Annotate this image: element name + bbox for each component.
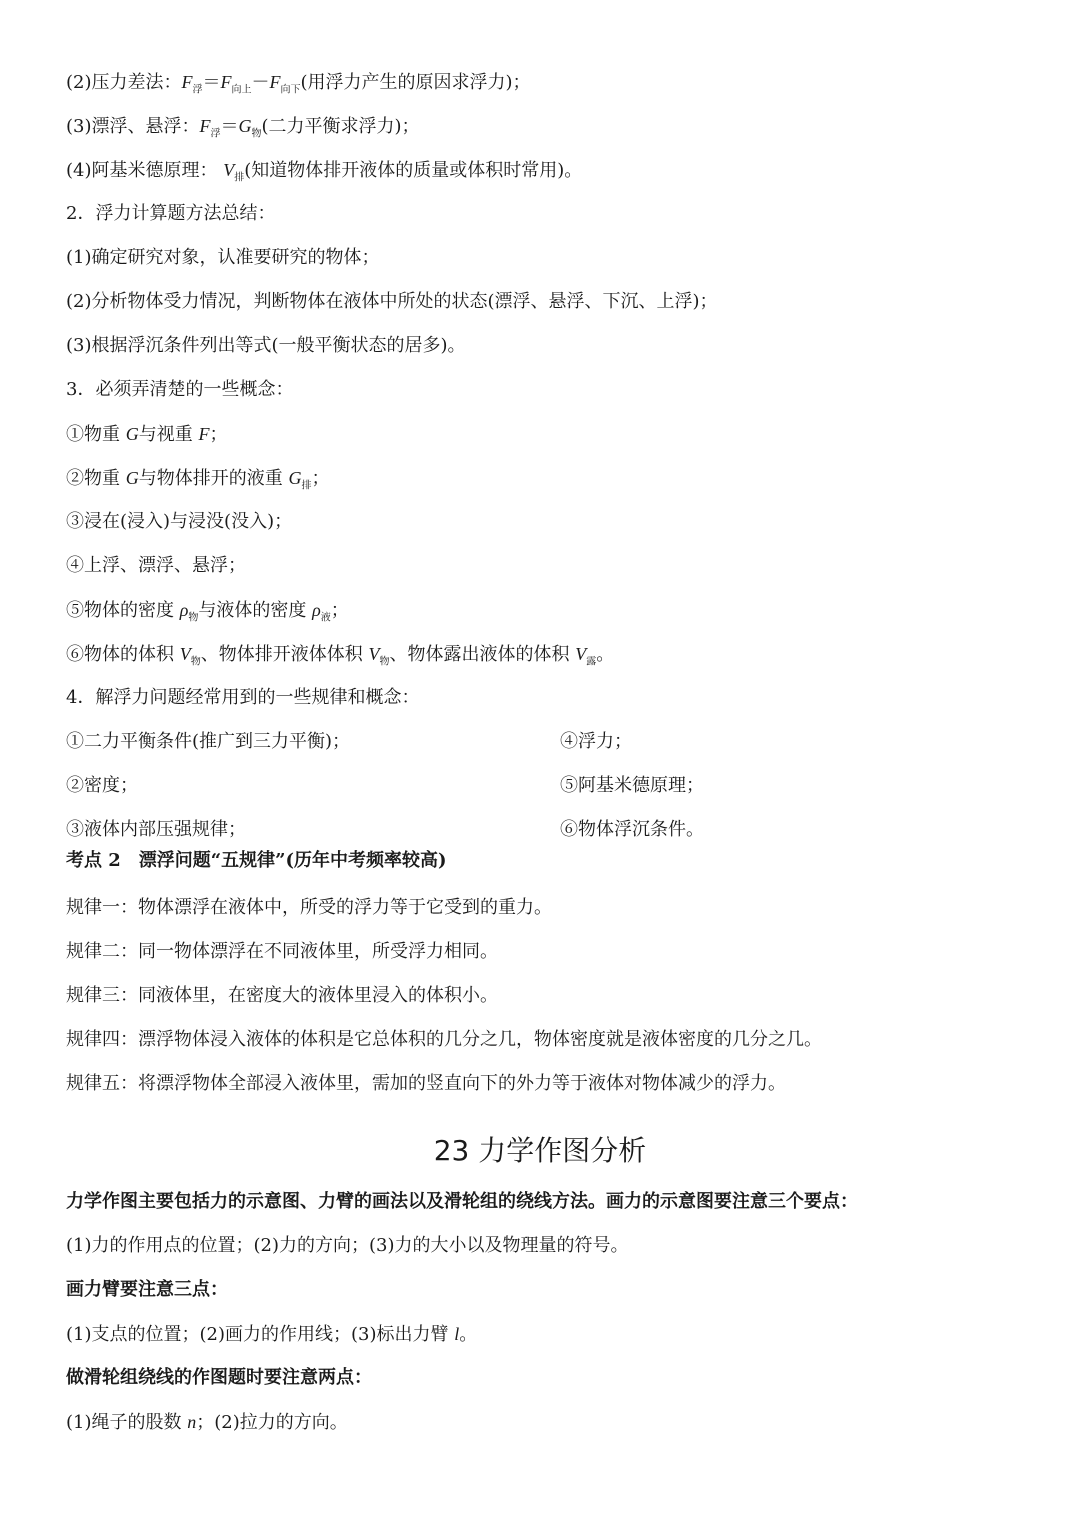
section23-intro: 力学作图主要包括力的示意图、力臂的画法以及滑轮组的绕线方法。画力的示意图要注意三个要点： <box>66 1191 858 1212</box>
list-item: (1)确定研究对象，认准要研究的物体； <box>66 247 380 268</box>
section4-heading: 4．解浮力问题经常用到的一些规律和概念： <box>66 687 420 708</box>
force-diagram-points: (1)力的作用点的位置；(2)力的方向；(3)力的大小以及物理量的符号。 <box>66 1235 629 1256</box>
concept-6: ⑥物体的体积 $V_物$、物体排开液体体积 $V_物$、物体露出液体的体积 $V_露$。 <box>66 644 615 668</box>
section-title: 23 力学作图分析 <box>433 1134 647 1167</box>
list-item: (3)根据浮沉条件列出等式(一般平衡状态的居多)。 <box>66 335 466 356</box>
rule-3: 规律三：同液体里，在密度大的液体里浸入的体积小。 <box>66 985 498 1006</box>
rule-4: 规律四：漂浮物体浸入液体的体积是它总体积的几分之几，物体密度就是液体密度的几分之几。 <box>66 1029 822 1050</box>
force-arm-heading: 画力臂要注意三点： <box>66 1279 228 1300</box>
list-item: (2)分析物体受力情况，判断物体在液体中所处的状态(漂浮、悬浮、下沉、上浮)； <box>66 291 718 312</box>
float-suspend-method: (3)漂浮、悬浮：$F_浮=G_物$(二力平衡求浮力)； <box>66 116 420 140</box>
list-item: ④浮力； <box>560 731 632 752</box>
list-item: ③液体内部压强规律； <box>66 819 246 840</box>
concept-1: ①物重 G与视重 F； <box>66 424 228 445</box>
rule-2: 规律二：同一物体漂浮在不同液体里，所受浮力相同。 <box>66 941 498 962</box>
pulley-heading: 做滑轮组绕线的作图题时要注意两点： <box>66 1367 372 1388</box>
section2-heading: 2．浮力计算题方法总结： <box>66 203 276 224</box>
list-item: ⑥物体浮沉条件。 <box>560 819 704 840</box>
list-item: ②密度； <box>66 775 138 796</box>
pulley-points: (1)绳子的股数 n；(2)拉力的方向。 <box>66 1412 348 1433</box>
rule-5: 规律五：将漂浮物体全部浸入液体里，需加的竖直向下的外力等于液体对物体减少的浮力。 <box>66 1073 786 1094</box>
concept-5: ⑤物体的密度 $\rho_物$与液体的密度 $\rho_液$； <box>66 600 349 624</box>
force-arm-points: (1)支点的位置；(2)画力的作用线；(3)标出力臂 l。 <box>66 1324 478 1345</box>
concept-4: ④上浮、漂浮、悬浮； <box>66 555 246 576</box>
list-item: ①二力平衡条件(推广到三力平衡)； <box>66 731 351 752</box>
concept-3: ③浸在(浸入)与浸没(没入)； <box>66 511 293 532</box>
kaodian-heading: 考点 2 漂浮问题“五规律”(历年中考频率较高) <box>66 850 447 871</box>
rule-1: 规律一：物体漂浮在液体中，所受的浮力等于它受到的重力。 <box>66 897 552 918</box>
concept-2: ②物重 G与物体排开的液重 $G_排$； <box>66 468 330 492</box>
archimedes-method: (4)阿基米德原理： $V_排$(知道物体排开液体的质量或体积时常用)。 <box>66 160 583 184</box>
list-item: ⑤阿基米德原理； <box>560 775 704 796</box>
pressure-difference-method: (2)压力差法：$F_浮=F_{向上}-F_{向下}$(用浮力产生的原因求浮力)； <box>66 72 531 96</box>
section3-heading: 3．必须弄清楚的一些概念： <box>66 379 294 400</box>
